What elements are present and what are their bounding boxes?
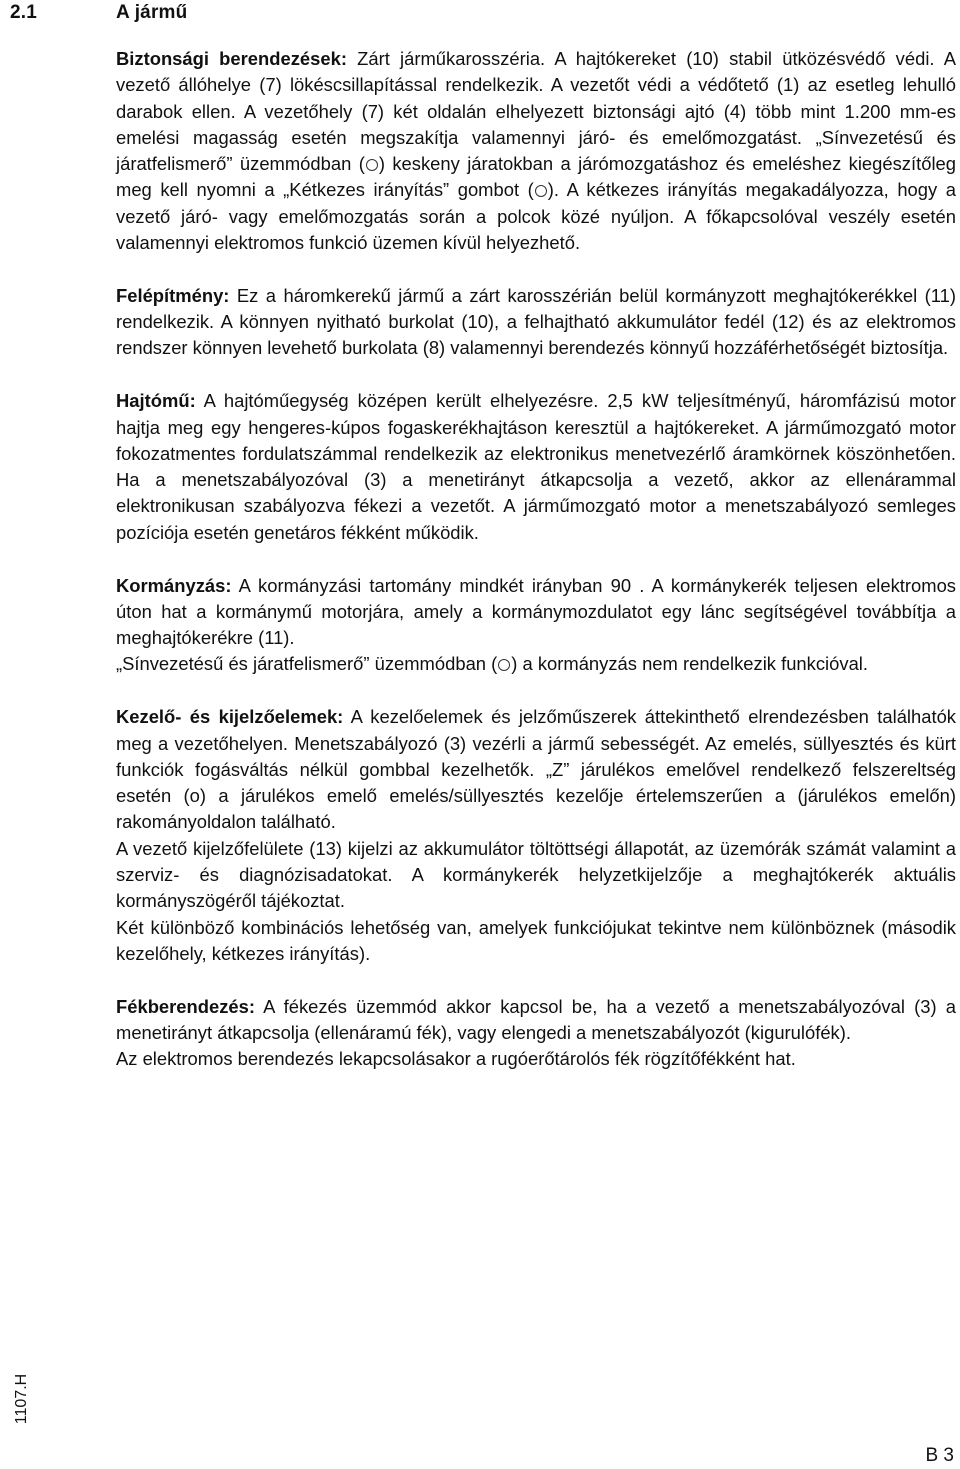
paragraph-controls-cont-1 — [116, 836, 956, 915]
document-code: 1107.H — [13, 1373, 30, 1425]
paragraph-text: Az elektromos berendezés lekapcsolásakor a rugóerőtárolós fék rögzítőfékként hat. — [116, 1048, 796, 1070]
paragraph-label: Biztonsági berendezések: — [116, 48, 347, 69]
paragraph-text: A hajtóműegység középen került elhelyezésre. 2,5 kW teljesítményű, háromfázisú motor hajtja meg egy hengeres-kúpos fogaskerékhajtáson keresztül a hajtókereket. A járműmozgató motor fokozatmentes fordulatszámmal rendelkezik az elektronikus menetvezérlő áramkörnek köszönhetően. Ha a menetszabályozóval (3) a menetirányt átkapcsolja a vezető, akkor az ellenárammal elektronikusan szabályozva fékezi a vezetőt. A járműmozgató motor a menetszabályozó semleges pozíciója esetén genetáros fékként működik. — [116, 390, 956, 543]
paragraph-safety — [116, 46, 956, 256]
paragraph-text: ) a kormányzás nem rendelkezik funkcióval. — [511, 653, 868, 675]
paragraph-steering — [116, 573, 956, 652]
paragraph-text: A kormányzási tartomány mindkét irányban 90 . A kormánykerék teljesen elektromos úton hat a kormánymű motorjára, amely a kormánymozdulatot egy lánc segítségével továbbítja a meghajtókerékre (11). — [116, 574, 956, 649]
circle-symbol-icon — [535, 185, 547, 197]
paragraph-controls — [116, 704, 956, 835]
paragraph-text: Zárt járműkarosszéria. A hajtókereket (10) stabil ütközésvédő védi. A vezető állóhelye (7) lökéscsillapítással rendelkezik. A vezetőt védi a védőtető (1) az esetleg lehulló darabok ellen. A vezetőhely (7) két oldalán elhelyezett biztonsági ajtó (4) több mint 1.200 mm-es emelési magasság esetén megszakítja valamennyi járó- és emelőmozgatást. „Sínvezetésű és járatfelismerő” üzemmódban ( — [116, 48, 956, 175]
paragraph-text: Két különböző kombinációs lehetőség van, amelyek funkciójukat tekintve nem különböznek (második kezelőhely, kétkezes irányítás). — [116, 916, 956, 964]
circle-symbol-icon — [366, 159, 378, 171]
paragraph-structure — [116, 283, 956, 362]
paragraph-text: ) keskeny járatokban a járómozgatáshoz és emeléshez kiegészítőleg meg kell nyomni a „Kétkezes irányítás” gombot ( — [116, 153, 956, 201]
paragraph-steering-cont — [116, 651, 956, 677]
paragraph-label: Hajtómű: — [116, 390, 196, 412]
paragraph-label: Kormányzás: — [116, 574, 232, 596]
paragraph-label: Felépítmény: — [116, 284, 230, 306]
paragraph-text: ). A kétkezes irányítás megakadályozza, hogy a vezető járó- vagy emelőmozgatás során a polcok közé nyúljon. A főkapcsolóval veszély esetén valamennyi elektromos funkció üzemen kívül helyezhető. — [116, 179, 957, 254]
paragraph-controls-cont-2 — [116, 915, 956, 968]
section-heading — [10, 2, 187, 24]
paragraph-text: Ez a háromkerekű jármű a zárt karosszérián belül kormányzott meghajtókerékkel (11) rendelkezik. A könnyen nyitható burkolat (10), a felhajtható akkumulátor fedél (12) és az elektromos rendszer könnyen levehető burkolata (8) valamennyi berendezés könnyű hozzáférhetőségét biztosítja. — [116, 284, 956, 359]
paragraph-brakes — [116, 994, 956, 1047]
paragraph-drive — [116, 388, 956, 546]
paragraph-text: A kezelőelemek és jelzőműszerek áttekinthető elrendezésben találhatók meg a vezetőhelyen. Menetszabályozó (3) vezérli a jármű sebességét. Az emelés, süllyesztés és kürt funkciók fogásváltás nélkül gombbal kezelhetők. „Z” járulékos emelővel rendelkező felszereltség esetén (o) a járulékos emelő emelés/süllyesztés kezelője értelemszerűen a (járulékos emelőn) rakományoldalon található. — [116, 706, 956, 833]
paragraph-text: A vezető kijelzőfelülete (13) kijelzi az akkumulátor töltöttségi állapotát, az üzemórák számát valamint a szerviz- és diagnózisadatokat. A kormánykerék helyzetkijelzője a meghajtókerék aktuális kormányszögéről tájékoztat. — [116, 837, 956, 912]
paragraph-label: Fékberendezés: — [116, 995, 256, 1017]
section-number: 2.1 — [10, 2, 38, 23]
paragraph-label: Kezelő- és kijelzőelemek: — [116, 706, 344, 728]
paragraph-brakes-cont — [116, 1046, 956, 1072]
section-title: A jármű — [116, 2, 188, 23]
paragraph-text: A fékezés üzemmód akkor kapcsol be, ha a vezető a menetszabályozóval (3) a menetirányt átkapcsolja (ellenáramú fék), vagy elengedi a menetszabályozót (kigurulófék). — [116, 995, 956, 1043]
paragraph-text: „Sínvezetésű és járatfelismerő” üzemmódban ( — [116, 653, 498, 675]
document-body — [116, 46, 956, 1073]
circle-symbol-icon — [498, 659, 510, 671]
page-number: B 3 — [925, 1445, 954, 1466]
